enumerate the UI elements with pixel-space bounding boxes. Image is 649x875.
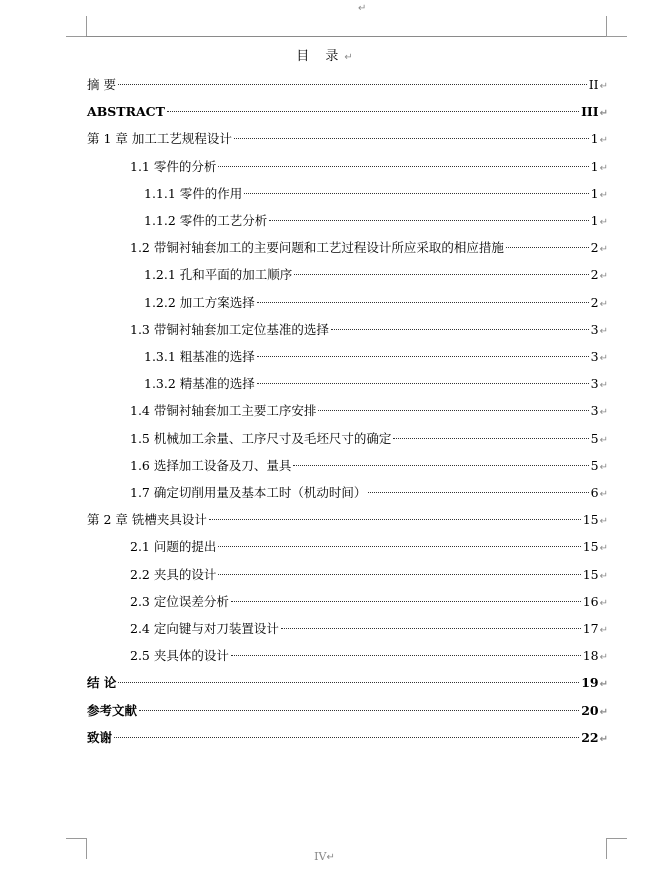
toc-entry-label: 1.1 零件的分析 <box>130 158 217 174</box>
return-mark: ↵ <box>599 516 608 528</box>
toc-entry-label: 致谢 <box>87 729 113 745</box>
dot-leader <box>318 410 588 411</box>
toc-entry-page: 5 <box>590 457 599 473</box>
dot-leader <box>167 111 579 112</box>
dot-leader <box>257 383 589 384</box>
toc-entry-page: 15 <box>582 566 599 582</box>
toc-entry-label: 2.5 夹具体的设计 <box>130 648 229 664</box>
toc-entry[interactable] <box>130 647 608 667</box>
toc-entry[interactable] <box>144 266 608 286</box>
return-mark: ↵ <box>599 597 608 609</box>
toc-entry[interactable] <box>87 511 608 531</box>
toc-entry-label: 1.3.1 粗基准的选择 <box>144 349 255 364</box>
toc-entry-page: 20 <box>581 702 599 718</box>
toc-entry-label: 2.1 问题的提出 <box>130 539 217 555</box>
return-mark: ↵ <box>599 353 608 364</box>
dot-leader <box>118 84 587 85</box>
dot-leader <box>231 655 581 656</box>
return-mark: ↵ <box>599 434 608 446</box>
toc-entry-label: 1.1.2 零件的工艺分析 <box>144 213 268 228</box>
dot-leader <box>234 138 589 139</box>
toc-entry[interactable] <box>130 538 608 558</box>
header-rule <box>86 36 606 37</box>
toc-entry-page: 3 <box>590 349 599 364</box>
toc-entry[interactable] <box>87 702 608 722</box>
return-mark: ↵ <box>599 733 608 745</box>
toc-entry-label: 1.3.2 精基准的选择 <box>144 376 255 392</box>
toc-entry-label: ABSTRACT <box>87 104 165 120</box>
toc-entry-label: 第 2 章 铣槽夹具设计 <box>87 512 207 528</box>
toc-entry-page: 17 <box>582 621 599 636</box>
dot-leader <box>257 356 589 357</box>
toc-entry-label: 1.2 带铜衬轴套加工的主要问题和工艺过程设计所应采取的相应措施 <box>130 240 504 256</box>
toc-entry-page: 2 <box>590 267 599 283</box>
return-mark: ↵ <box>599 108 608 120</box>
toc-entry-page: 1 <box>590 185 599 201</box>
dot-leader <box>269 220 588 221</box>
toc-entry-label: 2.4 定向键与对刀装置设计 <box>130 621 279 636</box>
toc-entry-page: 1 <box>590 131 599 147</box>
toc-entry[interactable] <box>144 185 608 205</box>
toc-entry-label: 参考文献 <box>87 702 138 718</box>
toc-entry[interactable] <box>144 348 608 368</box>
toc-title <box>0 45 649 64</box>
toc-entry[interactable] <box>130 239 608 259</box>
toc-entry-page: 15 <box>582 512 599 528</box>
return-mark: ↵ <box>599 489 608 500</box>
return-mark: ↵ <box>599 652 608 664</box>
dot-leader <box>368 492 588 493</box>
toc-entry-page: 15 <box>582 539 599 555</box>
dot-leader <box>118 682 579 683</box>
toc-entry-page: 1 <box>590 213 599 228</box>
toc-entry[interactable] <box>130 484 608 504</box>
dot-leader <box>114 737 579 738</box>
return-mark: ↵ <box>599 706 608 718</box>
toc-entry-label: 1.1.1 零件的作用 <box>144 185 243 201</box>
dot-leader <box>218 166 588 167</box>
toc-entry[interactable] <box>87 103 608 123</box>
crop-mark-top-right <box>606 16 627 37</box>
toc-entry-page: 3 <box>590 403 599 419</box>
return-mark: ↵ <box>599 679 608 691</box>
paragraph-mark: ↵ <box>358 3 367 14</box>
return-mark: ↵ <box>344 52 353 63</box>
page-footer <box>0 850 649 863</box>
toc-entry[interactable] <box>87 729 608 749</box>
toc-entry-label: 2.3 定位误差分析 <box>130 593 229 609</box>
footer-page-number: IV <box>314 850 327 863</box>
toc-entry-label: 第 1 章 加工工艺规程设计 <box>87 131 232 147</box>
return-mark: ↵ <box>599 217 608 228</box>
dot-leader <box>139 710 579 711</box>
toc-entry[interactable] <box>144 212 608 232</box>
return-mark: ↵ <box>326 852 335 863</box>
toc-entry-page: 3 <box>590 321 599 337</box>
toc-entry[interactable] <box>87 130 608 150</box>
return-mark: ↵ <box>599 81 608 92</box>
toc-entry-label: 2.2 夹具的设计 <box>130 566 217 582</box>
dot-leader <box>244 193 588 194</box>
toc-entry-label: 结 论 <box>87 675 117 691</box>
dot-leader <box>218 574 580 575</box>
toc-entry-label: 1.5 机械加工余量、工序尺寸及毛坯尺寸的确定 <box>130 430 392 446</box>
toc-entry-label: 1.2.1 孔和平面的加工顺序 <box>144 267 293 283</box>
return-mark: ↵ <box>599 625 608 636</box>
return-mark: ↵ <box>599 407 608 419</box>
toc-entry-label: 1.2.2 加工方案选择 <box>144 294 255 310</box>
dot-leader <box>257 302 589 303</box>
return-mark: ↵ <box>599 271 608 283</box>
return-mark: ↵ <box>599 570 608 582</box>
return-mark: ↵ <box>599 543 608 555</box>
toc-entry[interactable] <box>130 158 608 178</box>
return-mark: ↵ <box>599 380 608 392</box>
toc-entry[interactable] <box>144 375 608 395</box>
toc-entry[interactable] <box>130 620 608 640</box>
dot-leader <box>331 329 589 330</box>
toc-entry-label: 1.3 带铜衬轴套加工定位基准的选择 <box>130 321 329 337</box>
toc-entry[interactable] <box>130 430 608 450</box>
toc-entry-page: 1 <box>590 158 599 174</box>
toc-entry[interactable] <box>130 321 608 341</box>
dot-leader <box>293 465 588 466</box>
toc-entry-page: 22 <box>581 729 599 745</box>
toc-entry-page: 2 <box>590 294 599 310</box>
return-mark: ↵ <box>599 189 608 201</box>
toc-title-text: 目 录 <box>296 49 345 64</box>
dot-leader <box>231 601 581 602</box>
toc-entry-label: 1.4 带铜衬轴套加工主要工序安排 <box>130 403 317 419</box>
toc-entry-label: 摘 要 <box>87 77 116 92</box>
toc-entry[interactable] <box>87 674 608 694</box>
dot-leader <box>281 628 581 629</box>
dot-leader <box>393 438 588 439</box>
toc-entry-page: 19 <box>581 675 599 691</box>
toc-entry-page: 3 <box>590 376 599 392</box>
return-mark: ↵ <box>599 244 608 256</box>
return-mark: ↵ <box>599 162 608 174</box>
return-mark: ↵ <box>599 135 608 147</box>
toc-entry[interactable] <box>144 294 608 314</box>
toc-entry-label: 1.6 选择加工设备及刀、量具 <box>130 457 292 473</box>
toc-entry-page: II <box>588 77 599 92</box>
toc-entry-page: 2 <box>590 240 599 256</box>
toc-entry-page: 5 <box>590 430 599 446</box>
toc-entry-label: 1.7 确定切削用量及基本工时（机动时间） <box>130 485 367 500</box>
toc-entry-page: 18 <box>582 648 599 664</box>
crop-mark-top-left <box>66 16 87 37</box>
toc-entry-page: III <box>581 104 599 120</box>
return-mark: ↵ <box>599 298 608 310</box>
dot-leader <box>506 247 589 248</box>
toc-entry[interactable] <box>130 457 608 477</box>
toc-entry[interactable] <box>130 593 608 613</box>
return-mark: ↵ <box>599 325 608 337</box>
dot-leader <box>209 519 581 520</box>
toc-entry-page: 6 <box>590 485 599 500</box>
dot-leader <box>218 546 580 547</box>
toc-entry-page: 16 <box>582 593 599 609</box>
toc-entry[interactable] <box>87 76 608 96</box>
toc-entry[interactable] <box>130 402 608 422</box>
dot-leader <box>294 274 588 275</box>
return-mark: ↵ <box>599 461 608 473</box>
toc-entry[interactable] <box>130 566 608 586</box>
